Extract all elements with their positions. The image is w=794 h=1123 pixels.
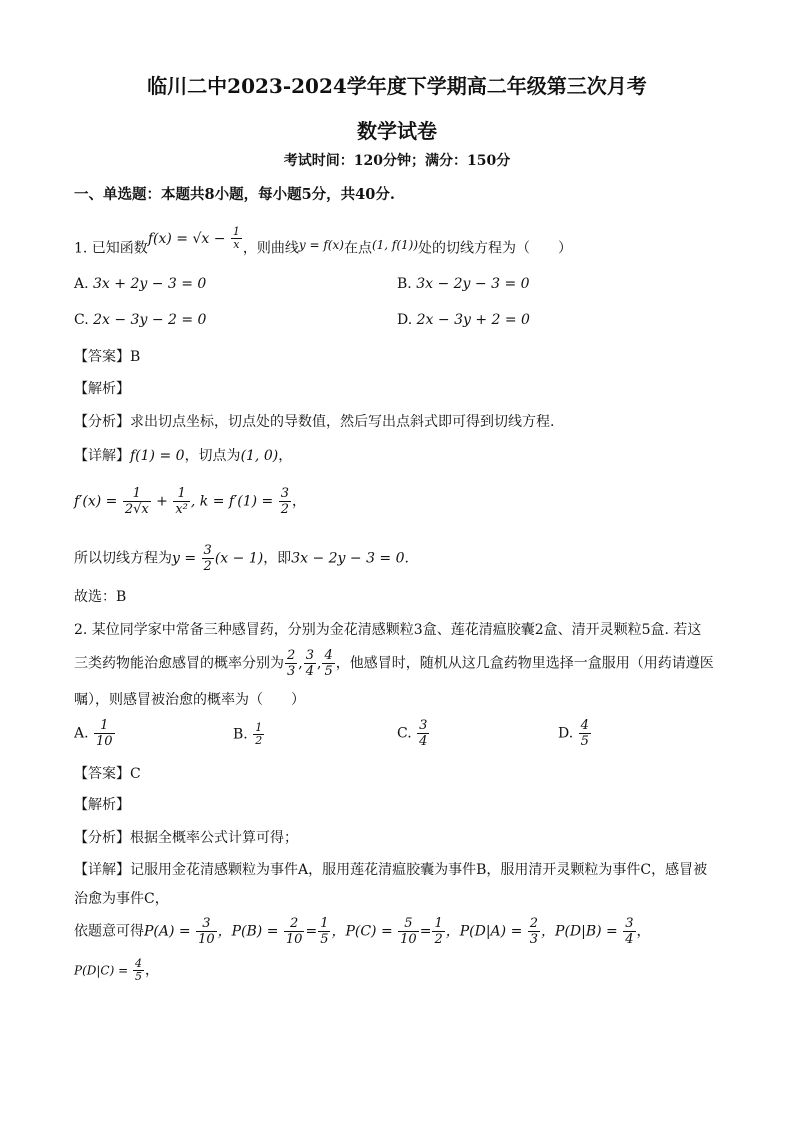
q2-option-b: B. $\frac{1}{2}$ bbox=[233, 721, 263, 747]
q2-fenxi: 【分析】根据全概率公式计算可得； bbox=[74, 830, 298, 846]
q1-point: (1, f(1)) bbox=[371, 237, 419, 252]
q2-detail1: 【详解】记服用金花清感颗粒为事件A，服用莲花清瘟胶囊为事件B，服用清开灵颗粒为事件C，感冒被 bbox=[74, 862, 708, 878]
q1-answer: 【答案】B bbox=[74, 349, 141, 365]
q2-line2: 三类药物能治愈感冒的概率分别为 $\frac{2}{3}$ , $\frac{3}{4}$ , $\frac{4}{5}$ ，他感冒时，随机从这几盒药物里选择一盒服用（用药请遵医 bbox=[74, 648, 714, 679]
q2-probabilities: 依题意可得P(A) = $\frac{3}{10}$ ，P(B) = $\frac{2}{10}$ = $\frac{1}{5}$ ，P(C) = $\frac{5}{10}$ = $\frac{1}{2}$ ，P(D|A) = $\frac{2}{3}$ ，P(D|B) = $\frac{3}{4}$ ， bbox=[74, 916, 651, 947]
q2-option-c: C. $\frac{3}{4}$ bbox=[397, 718, 428, 749]
page-title: 临川二中2023-2024学年度下学期高二年级第三次月考 bbox=[147, 74, 647, 98]
q1-curve: y = f(x) bbox=[298, 237, 344, 252]
q1-func-frac: $\frac{1}{x}$ bbox=[232, 225, 240, 251]
q2-option-a: A. $\frac{1}{10}$ bbox=[74, 718, 113, 749]
q1-option-b: B. 3x − 2y − 3 = 0 bbox=[397, 276, 530, 292]
q1-conclusion: 故选：B bbox=[74, 589, 127, 605]
q1-func: f(x) = √x − $\frac{1}{x}$ bbox=[147, 225, 240, 251]
q2-answer: 【答案】C bbox=[74, 766, 141, 782]
q1-detail: 【详解】f(1) = 0，切点为(1, 0)， bbox=[74, 448, 293, 464]
q1-option-c: C. 2x − 3y − 2 = 0 bbox=[74, 312, 207, 328]
q2-pdc: P(D|C) = $\frac{4}{5}$ ， bbox=[74, 957, 159, 983]
q1-prefix: 1. 已知函数 bbox=[74, 240, 148, 257]
q1-stem: 1. 已知函数f(x) = √x − $\frac{1}{x}$ ，则曲线y = f(x)在点(1, f(1))处的切线方程为（ ） bbox=[74, 225, 573, 257]
q2-option-d: D. $\frac{4}{5}$ bbox=[558, 718, 589, 749]
q2-line1: 2. 某位同学家中常备三种感冒药，分别为金花清感颗粒3盒、莲花清瘟胶囊2盒、清开灵颗粒5盒. 若这 bbox=[74, 622, 702, 638]
q1-option-a: A. 3x + 2y − 3 = 0 bbox=[74, 276, 207, 292]
section-heading: 一、单选题：本题共8小题，每小题5分，共40分. bbox=[74, 186, 395, 203]
q1-fenxi: 【分析】求出切点坐标，切点处的导数值，然后写出点斜式即可得到切线方程. bbox=[74, 414, 555, 430]
q2-detail2: 治愈为事件C， bbox=[74, 891, 169, 907]
q1-derivative: f′(x) = $\frac{1}{2√x}$ + $\frac{1}{\text{x²}}$ , k = f′(1) = $\frac{3}{2}$ ， bbox=[74, 486, 307, 517]
q1-analysis-tag: 【解析】 bbox=[74, 381, 130, 397]
q2-analysis-tag: 【解析】 bbox=[74, 797, 130, 813]
q1-tangent-line: 所以切线方程为y = $\frac{3}{2}$ (x − 1)，即3x − 2y − 3 = 0. bbox=[74, 543, 409, 574]
q1-option-d: D. 2x − 3y + 2 = 0 bbox=[397, 312, 530, 328]
q2-line3: 嘱），则感冒被治愈的概率为（ ） bbox=[74, 692, 305, 708]
page-subtitle: 数学试卷 bbox=[357, 119, 437, 143]
exam-info: 考试时间：120分钟；满分：150分 bbox=[283, 153, 511, 169]
